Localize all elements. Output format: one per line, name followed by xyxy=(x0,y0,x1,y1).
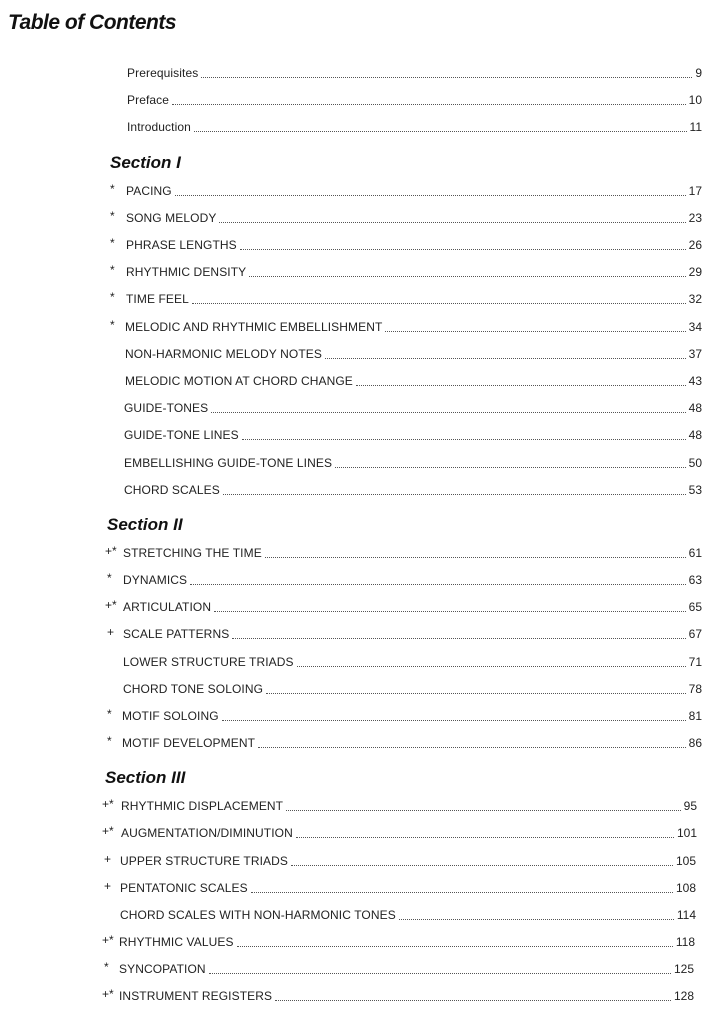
toc-entry[interactable] xyxy=(125,373,702,389)
toc-entry-label: GUIDE-TONES xyxy=(124,401,209,415)
toc-entry-page: 114 xyxy=(676,908,696,922)
toc-entry-label: EMBELLISHING GUIDE-TONE LINES xyxy=(124,456,333,470)
dot-leader xyxy=(335,465,686,468)
entry-marker: +* xyxy=(102,824,114,838)
section-title: Section III xyxy=(105,768,186,787)
entry-marker: * xyxy=(110,263,115,277)
entry-marker: * xyxy=(107,571,112,585)
toc-entry-page: 105 xyxy=(675,854,696,868)
dot-leader xyxy=(275,998,671,1001)
toc-entry-page: 34 xyxy=(688,320,702,334)
toc-entry-label: UPPER STRUCTURE TRIADS xyxy=(120,854,288,868)
toc-entry-page: 128 xyxy=(673,989,694,1003)
dot-leader xyxy=(194,129,687,132)
dot-leader xyxy=(172,102,686,105)
toc-entry[interactable] xyxy=(123,626,702,642)
toc-entry[interactable] xyxy=(127,65,702,81)
toc-entry[interactable] xyxy=(126,210,702,226)
toc-entry-page: 11 xyxy=(689,120,702,134)
dot-leader xyxy=(214,609,686,612)
toc-entry[interactable] xyxy=(119,988,694,1004)
toc-entry[interactable] xyxy=(123,572,702,588)
toc-entry-page: 81 xyxy=(688,709,702,723)
toc-entry-label: RHYTHMIC VALUES xyxy=(119,935,234,949)
dot-leader xyxy=(242,437,686,440)
dot-leader xyxy=(211,410,685,413)
toc-entry[interactable] xyxy=(125,346,702,362)
dot-leader xyxy=(249,274,685,277)
toc-entry[interactable] xyxy=(122,735,702,751)
entry-marker: * xyxy=(107,734,112,748)
toc-entry[interactable] xyxy=(120,853,696,869)
dot-leader xyxy=(296,835,674,838)
dot-leader xyxy=(223,492,686,495)
toc-entry-page: 86 xyxy=(688,736,702,750)
toc-entry-label: AUGMENTATION/DIMINUTION xyxy=(121,826,293,840)
toc-entry-label: GUIDE-TONE LINES xyxy=(124,428,239,442)
toc-entry-page: 53 xyxy=(688,483,702,497)
toc-entry-page: 95 xyxy=(683,799,697,813)
toc-entry-label: CHORD TONE SOLOING xyxy=(123,682,264,696)
toc-entry-label: TIME FEEL xyxy=(126,292,189,306)
toc-entry-label: SONG MELODY xyxy=(126,211,217,225)
toc-entry[interactable] xyxy=(120,907,696,923)
toc-entry-page: 10 xyxy=(688,93,702,107)
dot-leader xyxy=(297,664,686,667)
toc-entry-page: 26 xyxy=(688,238,702,252)
entry-marker: + xyxy=(104,852,112,866)
toc-entry-label: Introduction xyxy=(127,120,191,134)
dot-leader xyxy=(356,383,686,386)
toc-entry-label: LOWER STRUCTURE TRIADS xyxy=(123,655,294,669)
toc-entry[interactable] xyxy=(126,237,702,253)
toc-entry-page: 67 xyxy=(688,627,702,641)
toc-entry-page: 29 xyxy=(688,265,702,279)
toc-entry[interactable] xyxy=(125,319,702,335)
toc-entry-label: Prerequisites xyxy=(127,66,199,80)
toc-entry-page: 17 xyxy=(688,184,702,198)
dot-leader xyxy=(291,863,673,866)
toc-entry-page: 61 xyxy=(688,546,702,560)
dot-leader xyxy=(258,745,686,748)
dot-leader xyxy=(266,691,686,694)
dot-leader xyxy=(240,247,686,250)
entry-marker: +* xyxy=(105,598,117,612)
toc-entry-label: SCALE PATTERNS xyxy=(123,627,230,641)
toc-entry[interactable] xyxy=(123,599,702,615)
entry-marker: * xyxy=(110,209,115,223)
toc-entry[interactable] xyxy=(124,400,702,416)
dot-leader xyxy=(237,944,673,947)
toc-entry[interactable] xyxy=(124,455,702,471)
dot-leader xyxy=(251,890,673,893)
toc-entry[interactable] xyxy=(123,681,702,697)
entry-marker: * xyxy=(107,707,112,721)
entry-marker: +* xyxy=(102,987,114,1001)
toc-entry-label: SYNCOPATION xyxy=(119,962,206,976)
dot-leader xyxy=(232,636,685,639)
toc-entry[interactable] xyxy=(121,798,697,814)
toc-entry-label: MOTIF SOLOING xyxy=(122,709,219,723)
toc-entry[interactable] xyxy=(121,825,697,841)
entry-marker: +* xyxy=(102,933,114,947)
toc-entry-page: 101 xyxy=(676,826,697,840)
toc-entry[interactable] xyxy=(127,92,702,108)
toc-entry-label: ARTICULATION xyxy=(123,600,212,614)
toc-entry[interactable] xyxy=(124,482,702,498)
section-title: Section I xyxy=(110,153,181,172)
toc-entry-label: RHYTHMIC DISPLACEMENT xyxy=(121,799,284,813)
toc-entry-page: 71 xyxy=(688,655,702,669)
toc-entry-page: 48 xyxy=(688,401,702,415)
toc-entry-page: 78 xyxy=(688,682,702,696)
toc-entry-label: PACING xyxy=(126,184,172,198)
dot-leader xyxy=(201,75,692,78)
toc-entry[interactable] xyxy=(122,708,702,724)
toc-entry-label: PHRASE LENGTHS xyxy=(126,238,237,252)
toc-entry-label: INSTRUMENT REGISTERS xyxy=(119,989,273,1003)
toc-entry-page: 108 xyxy=(675,881,696,895)
toc-entry-label: MELODIC MOTION AT CHORD CHANGE xyxy=(125,374,353,388)
toc-entry-label: CHORD SCALES xyxy=(124,483,220,497)
dot-leader xyxy=(265,555,686,558)
toc-entry[interactable] xyxy=(126,183,702,199)
toc-entry[interactable] xyxy=(123,654,702,670)
toc-entry-label: STRETCHING THE TIME xyxy=(123,546,262,560)
toc-entry-label: DYNAMICS xyxy=(123,573,188,587)
toc-entry[interactable] xyxy=(126,291,702,307)
toc-entry-page: 125 xyxy=(673,962,694,976)
toc-entry[interactable] xyxy=(119,934,695,950)
entry-marker: * xyxy=(110,182,115,196)
dot-leader xyxy=(175,193,686,196)
dot-leader xyxy=(209,971,671,974)
toc-entry[interactable] xyxy=(126,264,702,280)
entry-marker: * xyxy=(104,960,109,974)
dot-leader xyxy=(190,582,686,585)
toc-entry-label: CHORD SCALES WITH NON-HARMONIC TONES xyxy=(120,908,396,922)
entry-marker: +* xyxy=(102,797,114,811)
toc-entry-page: 63 xyxy=(688,573,702,587)
dot-leader xyxy=(222,718,686,721)
entry-marker: +* xyxy=(105,544,117,558)
toc-entry-page: 118 xyxy=(675,935,695,949)
toc-entry[interactable] xyxy=(127,119,702,135)
toc-entry-label: Preface xyxy=(127,93,170,107)
entry-marker: + xyxy=(104,879,112,893)
toc-entry-page: 43 xyxy=(688,374,702,388)
toc-entry-label: RHYTHMIC DENSITY xyxy=(126,265,247,279)
toc-entry-label: MELODIC AND RHYTHMIC EMBELLISHMENT xyxy=(125,320,383,334)
toc-entry-page: 23 xyxy=(688,211,702,225)
entry-marker: * xyxy=(110,236,115,250)
dot-leader xyxy=(219,220,685,223)
toc-entry-page: 50 xyxy=(688,456,702,470)
dot-leader xyxy=(192,301,686,304)
toc-entry-page: 48 xyxy=(688,428,702,442)
toc-entry-page: 32 xyxy=(688,292,702,306)
entry-marker: * xyxy=(110,290,115,304)
toc-entry-page: 65 xyxy=(688,600,702,614)
dot-leader xyxy=(286,808,681,811)
toc-entry-page: 37 xyxy=(688,347,702,361)
toc-entry[interactable] xyxy=(120,880,696,896)
entry-marker: * xyxy=(110,318,115,332)
toc-entry-label: PENTATONIC SCALES xyxy=(120,881,248,895)
toc-entry-page: 9 xyxy=(695,66,702,80)
entry-marker: + xyxy=(107,625,115,639)
dot-leader xyxy=(325,356,686,359)
toc-entry-label: NON-HARMONIC MELODY NOTES xyxy=(125,347,322,361)
dot-leader xyxy=(385,329,685,332)
toc-entry[interactable] xyxy=(124,427,702,443)
toc-entry[interactable] xyxy=(119,961,694,977)
section-title: Section II xyxy=(107,515,183,534)
toc-entry-label: MOTIF DEVELOPMENT xyxy=(122,736,256,750)
toc-entry[interactable] xyxy=(123,545,702,561)
page-title: Table of Contents xyxy=(8,11,177,34)
dot-leader xyxy=(399,917,674,920)
